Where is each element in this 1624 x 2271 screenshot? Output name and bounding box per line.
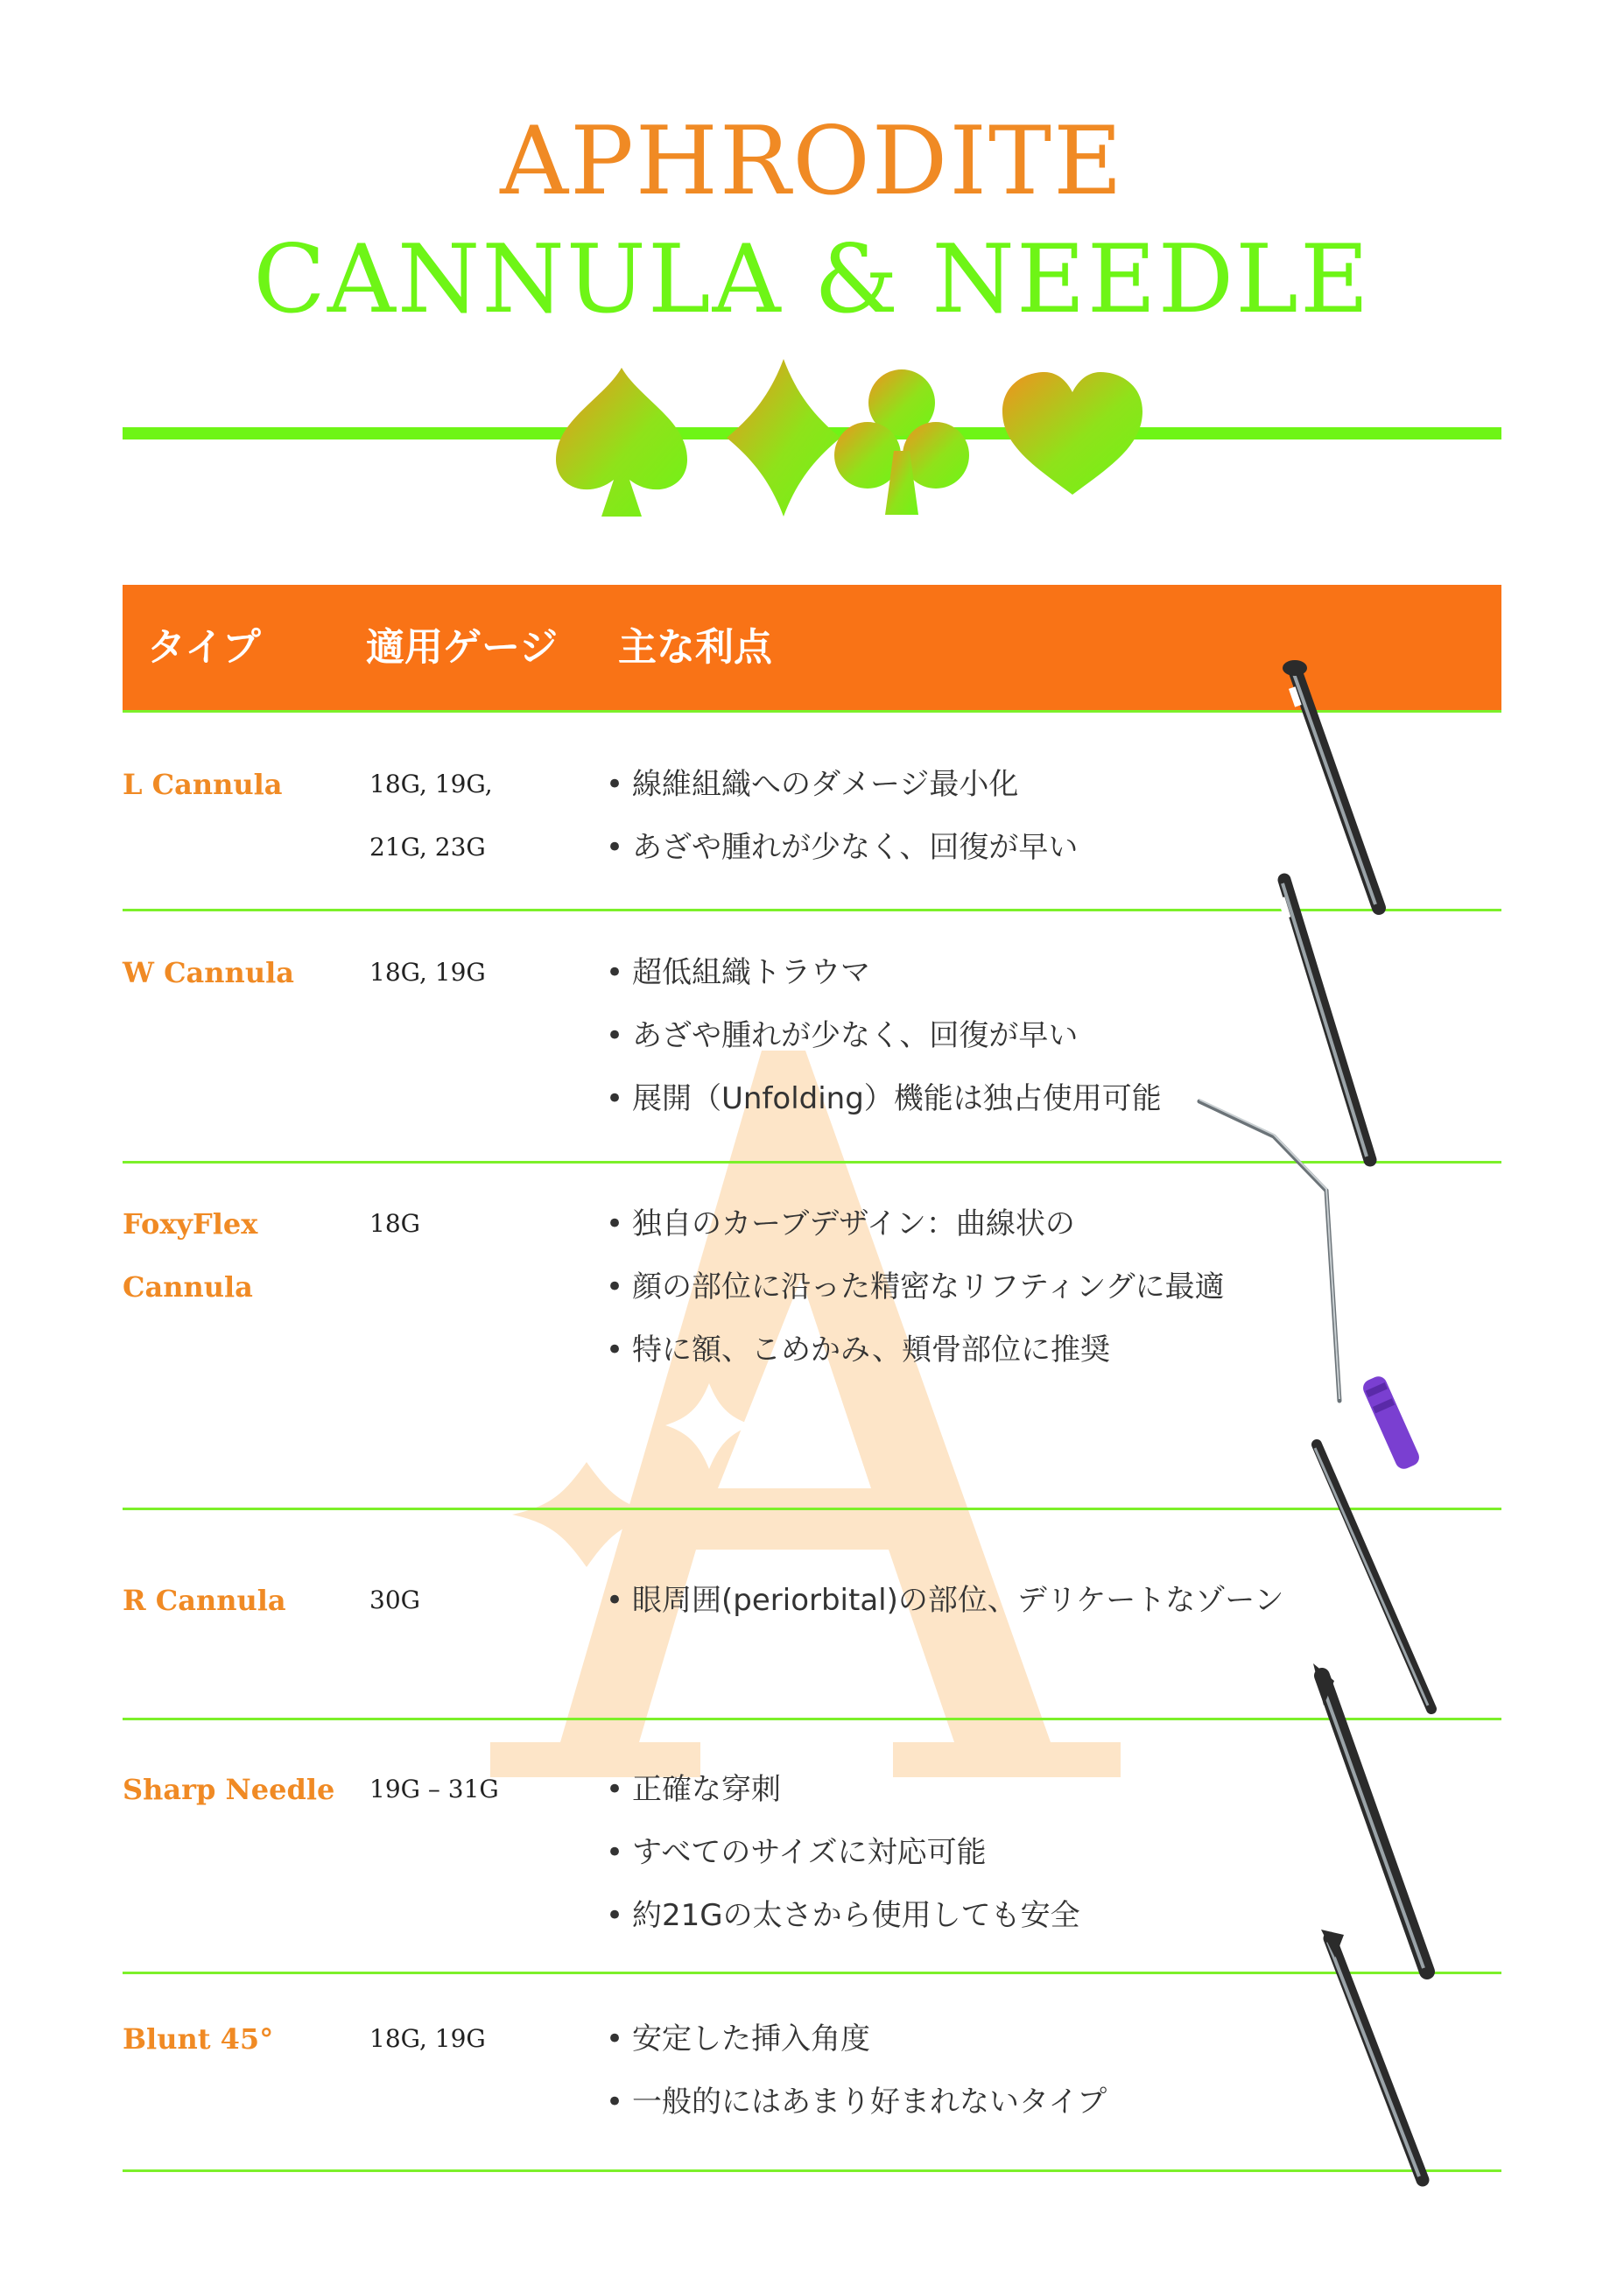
benefit-item: • 正確な穿刺	[606, 1758, 1080, 1821]
heart-icon	[1002, 372, 1142, 495]
gauge-value: 18G, 19G	[369, 2024, 486, 2053]
type-label: FoxyFlex Cannula	[123, 1207, 258, 1304]
benefit-item: • 安定した挿入角度	[606, 2007, 1107, 2071]
type-label: W Cannula	[123, 956, 294, 989]
gauge-value: 18G	[369, 1209, 420, 1238]
benefit-item: • 超低組織トラウマ	[606, 941, 1162, 1004]
benefit-item: • 線維組織へのダメージ最小化	[606, 753, 1078, 816]
benefit-list	[606, 753, 1078, 879]
table-row-sharp-needle	[123, 1758, 1501, 1968]
row-divider	[123, 1508, 1501, 1510]
row-divider	[123, 2169, 1501, 2172]
table-row-blunt-45	[123, 2007, 1501, 2148]
benefit-item: • 約21Gの太さから使用しても安全	[606, 1884, 1080, 1947]
benefit-item: • すべてのサイズに対応可能	[606, 1821, 1080, 1884]
benefit-list	[606, 2007, 1107, 2134]
benefit-item: • 眼周囲(periorbital)の部位、デリケートなゾーン	[606, 1569, 1284, 1632]
type-label: L Cannula	[123, 768, 283, 801]
gauge-value: 18G, 19G, 21G, 23G	[369, 770, 493, 861]
benefit-item: • 特に額、こめかみ、頬骨部位に推奨	[606, 1318, 1225, 1382]
benefit-list	[606, 1758, 1080, 1947]
blunt-45-tip-icon	[1318, 1926, 1440, 2189]
benefit-item: • 一般的にはあまり好まれないタイプ	[606, 2071, 1107, 2134]
benefit-item: • 独自のカーブデザイン：曲線状の	[606, 1192, 1225, 1255]
title-line-1: APHRODITE	[500, 107, 1124, 216]
benefit-list	[606, 1192, 1225, 1382]
row-divider	[123, 1718, 1501, 1720]
benefit-list	[606, 1569, 1284, 1632]
gauge-value: 19G – 31G	[369, 1775, 499, 1803]
suit-divider	[123, 350, 1501, 525]
header-gauge: 適用ゲージ	[366, 625, 559, 670]
title-line-2: CANNULA & NEEDLE	[253, 225, 1371, 334]
type-label: Blunt 45°	[123, 2022, 274, 2056]
header-benefits: 主な利点	[618, 625, 772, 670]
benefit-item: • 顔の部位に沿った精密なリフティングに最適	[606, 1255, 1225, 1318]
curved-flexible-cannula-icon	[1195, 1086, 1440, 1488]
spade-icon	[556, 368, 687, 517]
benefit-list	[606, 941, 1162, 1130]
benefit-item: • あざや腫れが少なく、回復が早い	[606, 1004, 1162, 1067]
header-type: タイプ	[147, 625, 261, 670]
table-row-r-cannula	[123, 1569, 1501, 1674]
gauge-value: 30G	[369, 1585, 420, 1614]
gauge-value: 18G, 19G	[369, 958, 486, 987]
benefit-item: • あざや腫れが少なく、回復が早い	[606, 816, 1078, 879]
benefit-item: • 展開（Unfolding）機能は独占使用可能	[606, 1067, 1162, 1130]
row-divider	[123, 1972, 1501, 1974]
diamond-icon	[727, 359, 840, 517]
club-icon	[834, 369, 969, 515]
type-label: Sharp Needle	[123, 1773, 335, 1806]
type-label: R Cannula	[123, 1584, 286, 1617]
